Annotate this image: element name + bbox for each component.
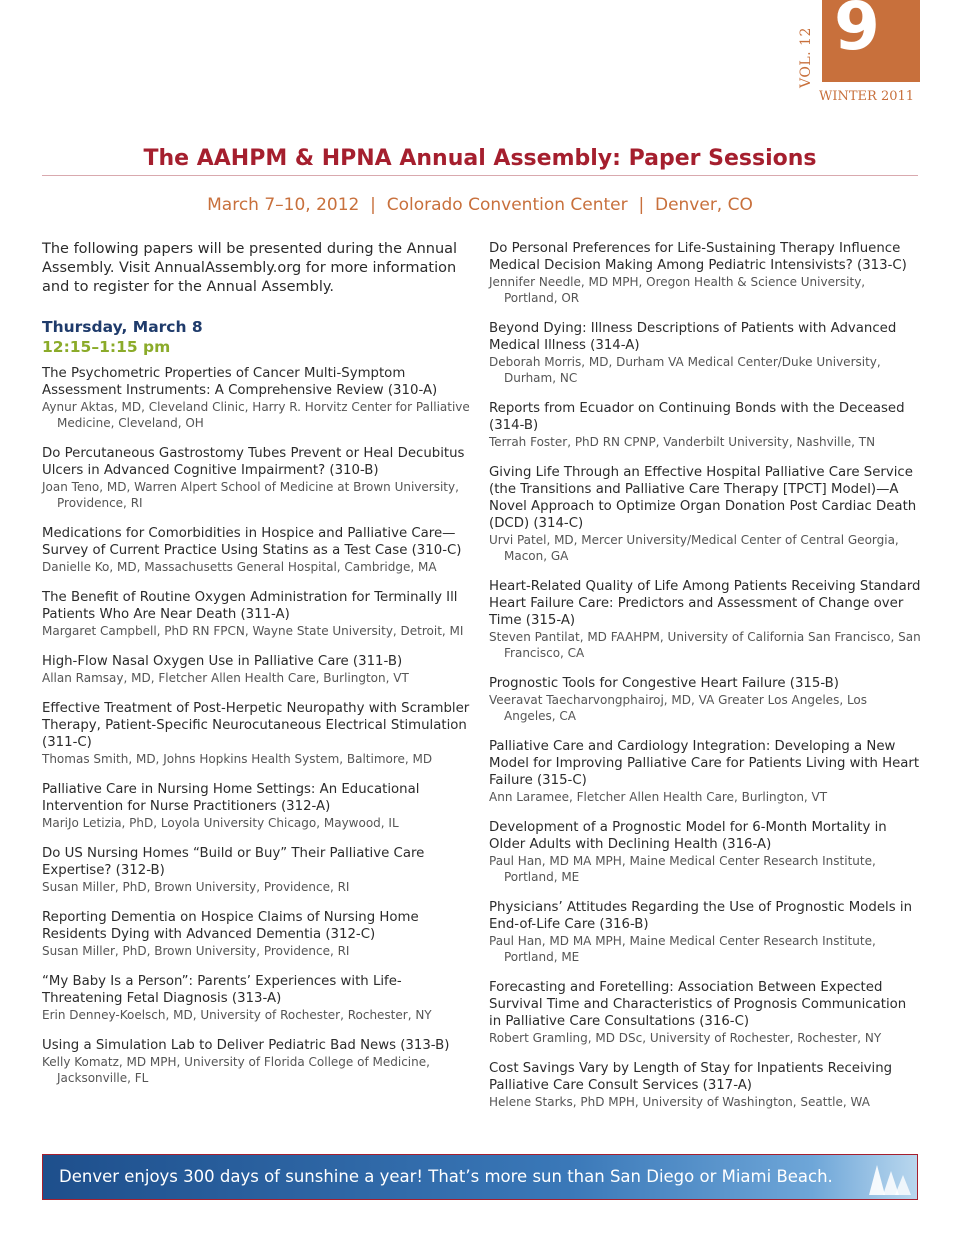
paper-author: Aynur Aktas, MD, Cleveland Clinic, Harry R. Horvitz Center for Palliative Medicine, Cleveland, OH bbox=[42, 400, 470, 430]
paper-title: Beyond Dying: Illness Descriptions of Patients with Advanced Medical Illness (314-A) bbox=[489, 321, 897, 353]
paper-entry bbox=[42, 909, 472, 959]
paper-entry bbox=[42, 589, 472, 639]
paper-author: Erin Denney-Koelsch, MD, University of Rochester, Rochester, NY bbox=[42, 1008, 432, 1022]
paper-author: Veeravat Taecharvongphairoj, MD, VA Greater Los Angeles, Los Angeles, CA bbox=[489, 693, 868, 723]
paper-entry bbox=[42, 365, 472, 431]
paper-entry bbox=[42, 1037, 472, 1086]
paper-author: Susan Miller, PhD, Brown University, Providence, RI bbox=[42, 944, 350, 958]
paper-author: Jennifer Needle, MD MPH, Oregon Health & Science University, Portland, OR bbox=[489, 275, 866, 305]
left-column bbox=[42, 240, 472, 1100]
paper-entry bbox=[489, 738, 921, 805]
paper-author: Susan Miller, PhD, Brown University, Providence, RI bbox=[42, 880, 350, 894]
paper-author: Kelly Komatz, MD MPH, University of Florida College of Medicine, Jacksonville, FL bbox=[42, 1055, 430, 1085]
paper-entry bbox=[42, 445, 472, 511]
intro-paragraph: The following papers will be presented during the Annual Assembly. Visit AnnualAssembly.org for more information and to register for the Annual Assembly. bbox=[42, 241, 458, 295]
paper-title: Development of a Prognostic Model for 6-Month Mortality in Older Adults with Declining Health (316-A) bbox=[489, 820, 887, 852]
paper-author: Ann Laramee, Fletcher Allen Health Care, Burlington, VT bbox=[489, 790, 828, 804]
paper-entry bbox=[489, 675, 921, 724]
paper-author: Joan Teno, MD, Warren Alpert School of Medicine at Brown University, Providence, RI bbox=[42, 480, 459, 510]
paper-author: Helene Starks, PhD MPH, University of Washington, Seattle, WA bbox=[489, 1095, 870, 1109]
paper-title: Do Personal Preferences for Life-Sustaining Therapy Influence Medical Decision Making Among Pediatric Intensivists? (313-C) bbox=[489, 241, 907, 273]
paper-author: Urvi Patel, MD, Mercer University/Medical Center of Central Georgia, Macon, GA bbox=[489, 533, 899, 563]
paper-entry bbox=[42, 845, 472, 895]
paper-author: Paul Han, MD MA MPH, Maine Medical Center Research Institute, Portland, ME bbox=[489, 934, 876, 964]
event-subtitle: March 7–10, 2012 | Colorado Convention Center | Denver, CO bbox=[207, 195, 753, 215]
paper-author: Paul Han, MD MA MPH, Maine Medical Center Research Institute, Portland, ME bbox=[489, 854, 876, 884]
page-title: The AAHPM & HPNA Annual Assembly: Paper Sessions bbox=[143, 146, 817, 171]
paper-title: The Psychometric Properties of Cancer Multi-Symptom Assessment Instruments: A Comprehensive Review (310-A) bbox=[42, 366, 438, 398]
paper-entry bbox=[489, 240, 921, 306]
paper-title: Reports from Ecuador on Continuing Bonds with the Deceased (314-B) bbox=[489, 401, 905, 433]
paper-title: The Benefit of Routine Oxygen Administration for Terminally Ill Patients Who Are Near Death (311-A) bbox=[42, 590, 458, 622]
banner-text: Denver enjoys 300 days of sunshine a year! That’s more sun than San Diego or Miami Beach. bbox=[59, 1167, 833, 1186]
paper-title: Effective Treatment of Post-Herpetic Neuropathy with Scrambler Therapy, Patient-Specific Neurocutaneous Electrical Stimulation (311-C) bbox=[42, 701, 470, 750]
paper-entry bbox=[42, 700, 472, 767]
paper-entry bbox=[489, 819, 921, 885]
paper-title: Palliative Care and Cardiology Integration: Developing a New Model for Improving Palliative Care for Patients Living with Heart Failure (315-C) bbox=[489, 739, 920, 788]
paper-title: Forecasting and Foretelling: Association Between Expected Survival Time and Characteristics of Prognosis Communication in Palliative Care Consultations (316-C) bbox=[489, 980, 907, 1029]
paper-title: Cost Savings Vary by Length of Stay for Inpatients Receiving Palliative Care Consult Services (317-A) bbox=[489, 1061, 893, 1093]
paper-title: Do US Nursing Homes “Build or Buy” Their Palliative Care Expertise? (312-B) bbox=[42, 846, 425, 878]
paper-author: Margaret Campbell, PhD RN FPCN, Wayne State University, Detroit, MI bbox=[42, 624, 464, 638]
paper-title: Palliative Care in Nursing Home Settings: An Educational Intervention for Nurse Practitioners (312-A) bbox=[42, 782, 420, 814]
paper-author: Terrah Foster, PhD RN CPNP, Vanderbilt University, Nashville, TN bbox=[489, 435, 876, 449]
paper-entry bbox=[489, 899, 921, 965]
paper-title: Heart-Related Quality of Life Among Patients Receiving Standard Heart Failure Care: Predictors and Assessment of Change over Time (315-A) bbox=[489, 579, 921, 628]
issue-season: WINTER 2011 bbox=[819, 89, 915, 104]
paper-entry bbox=[489, 400, 921, 450]
paper-entry bbox=[489, 320, 921, 386]
paper-author: Danielle Ko, MD, Massachusetts General Hospital, Cambridge, MA bbox=[42, 560, 437, 574]
paper-title: Physicians’ Attitudes Regarding the Use of Prognostic Models in End-of-Life Care (316-B) bbox=[489, 900, 913, 932]
paper-author: Allan Ramsay, MD, Fletcher Allen Health Care, Burlington, VT bbox=[42, 671, 409, 685]
paper-title: High-Flow Nasal Oxygen Use in Palliative Care (311-B) bbox=[42, 654, 403, 669]
paper-entry bbox=[489, 464, 921, 564]
paper-title: Reporting Dementia on Hospice Claims of Nursing Home Residents Dying with Advanced Dementia (312-C) bbox=[42, 910, 419, 942]
paper-title: Medications for Comorbidities in Hospice and Palliative Care—Survey of Current Practice Using Statins as a Test Case (310-C) bbox=[42, 526, 462, 558]
session-time: 12:15–1:15 pm bbox=[42, 338, 171, 356]
session-day: Thursday, March 8 bbox=[42, 318, 203, 336]
paper-author: Deborah Morris, MD, Durham VA Medical Center/Duke University, Durham, NC bbox=[489, 355, 881, 385]
volume-label: VOL. 12 bbox=[798, 27, 814, 88]
paper-entry bbox=[489, 1060, 921, 1110]
paper-entry bbox=[42, 973, 472, 1023]
right-paper-list bbox=[489, 240, 921, 1110]
paper-author: Steven Pantilat, MD FAAHPM, University of California San Francisco, San Francisco, CA bbox=[489, 630, 921, 660]
issue-number-box: 9 bbox=[822, 0, 920, 82]
paper-entry bbox=[489, 979, 921, 1046]
title-divider bbox=[42, 175, 918, 176]
paper-entry bbox=[489, 578, 921, 661]
denver-fact-banner bbox=[42, 1154, 918, 1200]
paper-title: Giving Life Through an Effective Hospital Palliative Care Service (the Transitions and Palliative Care Therapy [TPCT] Model)—A Novel Approach to Optimize Organ Donation Post Cardiac Death (DCD) (314-C) bbox=[489, 465, 917, 531]
paper-entry bbox=[42, 781, 472, 831]
paper-author: Robert Gramling, MD DSc, University of Rochester, Rochester, NY bbox=[489, 1031, 882, 1045]
paper-author: MariJo Letizia, PhD, Loyola University Chicago, Maywood, IL bbox=[42, 816, 399, 830]
paper-title: Prognostic Tools for Congestive Heart Failure (315-B) bbox=[489, 676, 839, 691]
paper-title: Do Percutaneous Gastrostomy Tubes Prevent or Heal Decubitus Ulcers in Advanced Cognitive Impairment? (310-B) bbox=[42, 446, 465, 478]
paper-title: “My Baby Is a Person”: Parents’ Experiences with Life-Threatening Fetal Diagnosis (313-A) bbox=[42, 974, 402, 1006]
paper-entry bbox=[42, 525, 472, 575]
tree-silhouette-icon bbox=[859, 1161, 913, 1195]
paper-author: Thomas Smith, MD, Johns Hopkins Health System, Baltimore, MD bbox=[42, 752, 433, 766]
left-paper-list bbox=[42, 365, 472, 1086]
paper-title: Using a Simulation Lab to Deliver Pediatric Bad News (313-B) bbox=[42, 1038, 450, 1053]
right-column bbox=[489, 240, 921, 1124]
paper-entry bbox=[42, 653, 472, 686]
